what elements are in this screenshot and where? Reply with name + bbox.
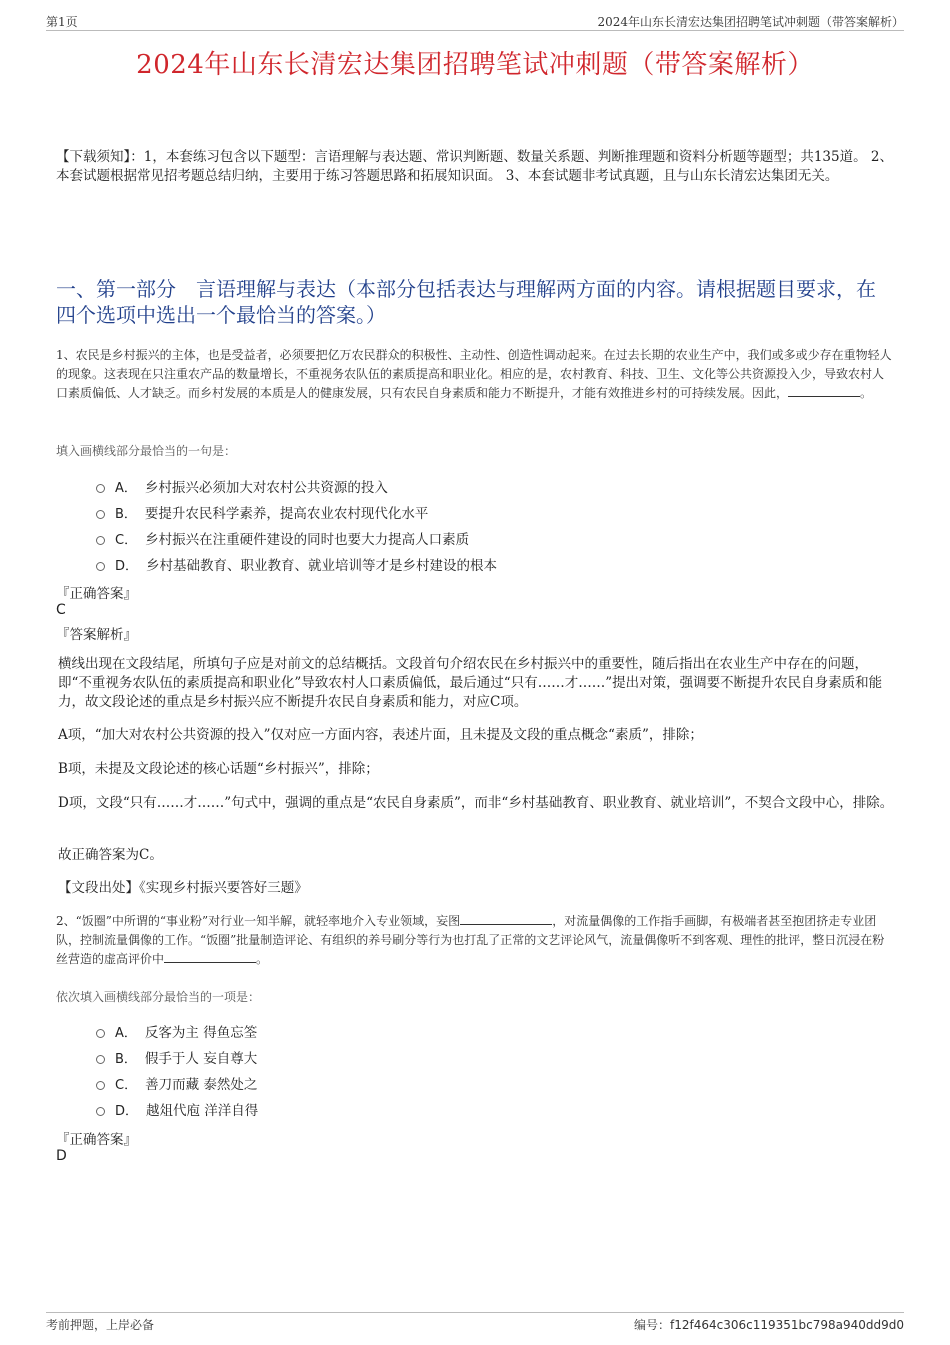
radio-icon[interactable]	[96, 1107, 105, 1116]
radio-icon[interactable]	[96, 510, 105, 519]
option-b[interactable]: B． 假手于人 妄自尊大	[96, 1044, 258, 1070]
option-c[interactable]: C． 善刀而藏 泰然处之	[96, 1070, 258, 1096]
radio-icon[interactable]	[96, 562, 105, 571]
footer-slogan: 考前押题，上岸必备	[46, 1318, 155, 1332]
footer-code: 编号：f12f464c306c119351bc798a940dd9d0	[633, 1318, 904, 1332]
radio-icon[interactable]	[96, 1055, 105, 1064]
radio-icon[interactable]	[96, 484, 105, 493]
option-a[interactable]: A． 乡村振兴必须加大对农村公共资源的投入	[96, 473, 497, 499]
correct-answer: D	[56, 1148, 67, 1164]
option-a[interactable]: A． 反客为主 得鱼忘筌	[96, 1018, 258, 1044]
page-number: 第1页	[46, 15, 78, 29]
download-notice: 【下载须知】：1，本套练习包含以下题型：言语理解与表达题、常识判断题、数量关系题、判断推理题和资料分析题等题型；共135道。 2、本套试题根据常见招考题总结归纳，主要用于练习答题思路和拓展知识面。 3、本套试题非考试真题，且与山东长清宏达集团无关。	[56, 149, 893, 184]
radio-icon[interactable]	[96, 1029, 105, 1038]
radio-icon[interactable]	[96, 536, 105, 545]
page-footer	[46, 1312, 904, 1333]
option-d[interactable]: D． 越俎代庖 洋洋自得	[96, 1096, 258, 1122]
analysis-paragraph: A项，“加大对农村公共资源的投入”仅对应一方面内容，表述片面，且未提及文段的重点概念“素质”，排除；	[58, 727, 703, 743]
answer-blank	[788, 384, 860, 397]
option-d[interactable]: D． 乡村基础教育、职业教育、就业培训等才是乡村建设的根本	[96, 551, 497, 577]
document-title: 2024年山东长清宏达集团招聘笔试冲刺题（带答案解析）	[136, 50, 814, 80]
analysis-paragraph: D项，文段“只有……才……”句式中，强调的重点是“农民自身素质”，而非“乡村基础教育、职业教育、就业培训”，不契合文段中心，排除。	[58, 795, 894, 811]
correct-answer-label: 『正确答案』	[56, 586, 137, 602]
correct-answer: C	[56, 602, 66, 618]
answer-blank	[164, 950, 256, 963]
radio-icon[interactable]	[96, 1081, 105, 1090]
answer-blank	[460, 912, 552, 925]
question-1-prompt: 填入画横线部分最恰当的一句是：	[56, 444, 237, 458]
question-1-text: 1、农民是乡村振兴的主体，也是受益者，必须要把亿万农民群众的积极性、主动性、创造性调动起来。在过去长期的农业生产中，我们或多或少存在重物轻人的现象。这表现在只注重农产品的数量增长，不重视务农队伍的素质提高和职业化。相应的是，农村教育、科技、卫生、文化等公共资源投入少，导致农村人口素质偏低、人才缺乏。而乡村发展的本质是人的健康发展，只有农民自身素质和能力不断提升，才能有效推进乡村的可持续发展。因此， 。	[56, 348, 892, 400]
header-doc-title: 2024年山东长清宏达集团招聘笔试冲刺题（带答案解析）	[597, 15, 904, 29]
option-b[interactable]: B． 要提升农民科学素养，提高农业农村现代化水平	[96, 499, 497, 525]
analysis-paragraph: B项，未提及文段论述的核心话题“乡村振兴”，排除；	[58, 761, 379, 777]
question-2-text: 2、“饭圈”中所谓的“事业粉”对行业一知半解，就轻率地介入专业领域，妄图 ，对流量偶像的工作指手画脚，有极端者甚至抱团挤走专业团队，控制流量偶像的工作。“饭圈”批量制造评论、有组织的养号刷分等行为也打乱了正常的文艺评论风气，流量偶像听不到客观、理性的批评，整日沉浸在粉丝营造的虚高评价中 。	[56, 914, 885, 966]
correct-answer-label: 『正确答案』	[56, 1132, 137, 1148]
source-citation: 【文段出处】《实现乡村振兴要答好三题》	[58, 880, 308, 896]
analysis-conclusion: 故正确答案为C。	[58, 847, 163, 863]
option-c[interactable]: C． 乡村振兴在注重硬件建设的同时也要大力提高人口素质	[96, 525, 497, 551]
question-2-prompt: 依次填入画横线部分最恰当的一项是：	[56, 990, 261, 1004]
question-2-options	[96, 1018, 258, 1122]
question-1-options	[96, 473, 497, 577]
analysis-paragraph: 横线出现在文段结尾，所填句子应是对前文的总结概括。文段首句介绍农民在乡村振兴中的重要性，随后指出在农业生产中存在的问题，即“不重视务农队伍的素质提高和职业化”导致农村人口素质偏低，最后通过“只有……才……”提出对策，强调要不断提升农民自身素质和能力，故文段论述的重点是乡村振兴应不断提升农民自身素质和能力，对应C项。	[58, 656, 883, 710]
section-heading: 一、第一部分 言语理解与表达（本部分包括表达与理解两方面的内容。请根据题目要求，在四个选项中选出一个最恰当的答案。）	[56, 277, 876, 327]
page-header	[46, 10, 904, 31]
analysis-label: 『答案解析』	[56, 627, 137, 643]
